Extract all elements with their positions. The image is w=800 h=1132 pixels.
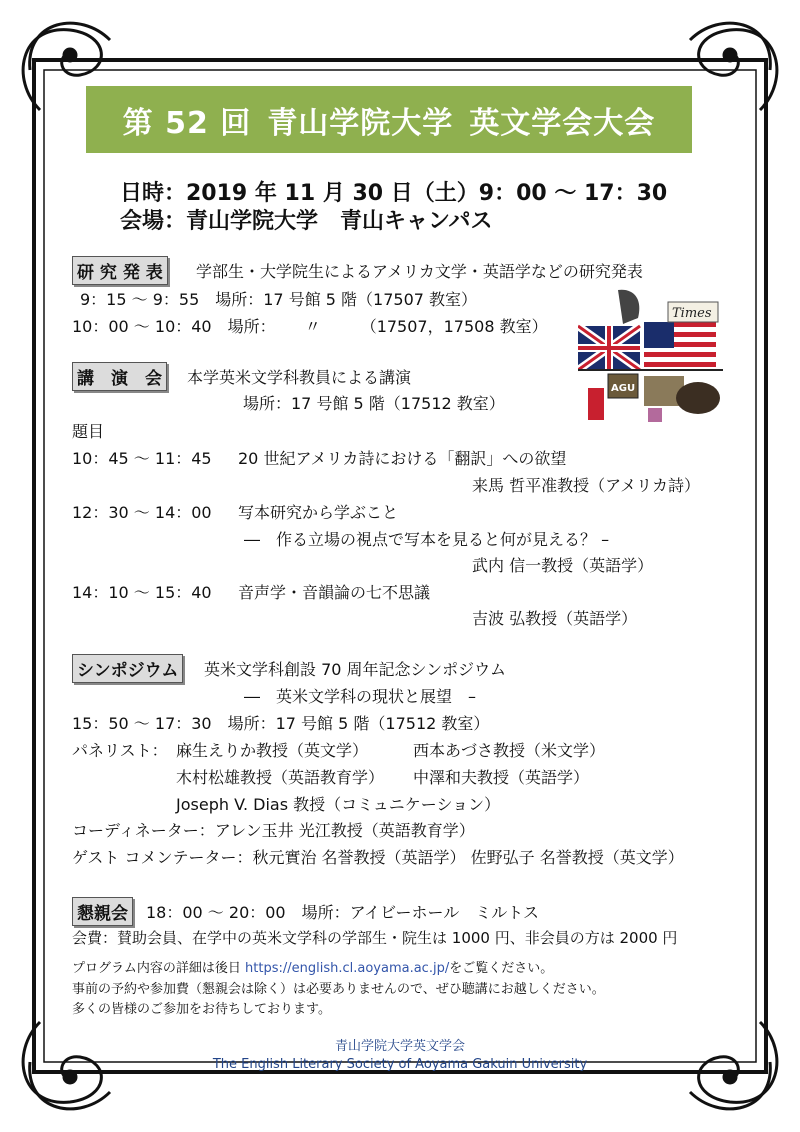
- event-title: [86, 86, 692, 153]
- note-details-suffix: をご覧ください。: [449, 961, 554, 976]
- talk1-time: 10：45 ～ 11：45: [72, 449, 212, 468]
- note-welcome: 多くの皆様のご参加をお待ちしております。: [72, 1002, 331, 1017]
- guest-commentators: ゲスト コメンテーター：秋元實治 名誉教授（英語学） 佐野弘子 名誉教授（英文学）: [72, 848, 684, 867]
- symposium-subtitle: ― 英米文学科の現状と展望 –: [244, 687, 477, 706]
- research-slot-1: 9：15 ～ 9：55 場所：17 号館 5 階（17507 教室）: [80, 290, 478, 309]
- agu-text: AGU: [611, 383, 636, 394]
- coordinator: コーディネーター：アレン玉井 光江教授（英語教育学）: [72, 821, 475, 840]
- panelist-5: Joseph V. Dias 教授（コミュニケーション）: [176, 795, 501, 814]
- party-slot: 18：00 ～ 20：00 場所：アイビーホール ミルトス: [146, 903, 540, 922]
- talk3-speaker: 吉波 弘教授（英語学）: [472, 609, 638, 628]
- symposium-label: シンポジウム: [72, 654, 183, 683]
- research-label: 研 究 発 表: [72, 256, 168, 285]
- website-link[interactable]: https://english.cl.aoyama.ac.jp/: [245, 961, 450, 976]
- lecture-place: 場所：17 号館 5 階（17512 教室）: [243, 394, 505, 413]
- note-details: [72, 957, 553, 976]
- talk2-speaker: 武内 信一教授（英語学）: [472, 556, 654, 575]
- symposium-description: 英米文学科創設 70 周年記念シンポジウム: [204, 660, 506, 679]
- footer-society-en: The English Literary Society of Aoyama Gakuin University: [212, 1057, 588, 1072]
- party-label: 懇親会: [72, 897, 133, 926]
- corner-ornament-top-right: [690, 23, 777, 110]
- note-registration: 事前の予約や参加費（懇親会は除く）は必要ありませんので、ぜひ聴講にお越しください。: [72, 982, 605, 997]
- event-venue: 会場：青山学院大学 青山キャンパス: [120, 209, 493, 234]
- title-society: 英文学会大会: [469, 105, 656, 141]
- party-fee: 会費：賛助会員、在学中の英米文学科の学部生・院生は 1000 円、非会員の方は 2000 円: [72, 929, 678, 947]
- panelist-3: 木村松雄教授（英語教育学）: [176, 768, 385, 787]
- research-description: 学部生・大学院生によるアメリカ文学・英語学などの研究発表: [196, 262, 643, 281]
- panelist-2: 西本あづさ教授（米文学）: [413, 741, 606, 760]
- talk3-time: 14：10 ～ 15：40: [72, 583, 212, 602]
- symposium-slot: 15：50 ～ 17：30 場所：17 号館 5 階（17512 教室）: [72, 714, 490, 733]
- footer-society-jp: 青山学院大学英文学会: [334, 1039, 465, 1054]
- panelist-4: 中澤和夫教授（英語学）: [413, 768, 590, 787]
- title-edition: 第 52 回: [122, 105, 252, 141]
- event-datetime: 日時：2019 年 11 月 30 日（土）9：00 ～ 17：30: [120, 181, 668, 206]
- talk1-title: 20 世紀アメリカ詩における「翻訳」への欲望: [238, 449, 567, 468]
- research-slot-2: 10：00 ～ 10：40 場所： 〃 （17507，17508 教室）: [72, 317, 548, 336]
- talk2-time: 12：30 ～ 14：00: [72, 503, 212, 522]
- panelist-1: 麻生えりか教授（英文学）: [176, 741, 369, 760]
- times-text: Times: [672, 306, 712, 321]
- talk2-subtitle: ― 作る立場の視点で写本を見ると何が見える？ –: [244, 530, 610, 549]
- note-details-prefix: プログラム内容の詳細は後日: [72, 961, 246, 976]
- lecture-description: 本学英米文学科教員による講演: [187, 368, 412, 387]
- topic-label: 題目: [72, 422, 105, 441]
- lecture-label: 講 演 会: [72, 362, 167, 391]
- panelist-label: パネリスト：: [72, 741, 168, 760]
- talk3-title: 音声学・音韻論の七不思議: [238, 583, 431, 602]
- talk1-speaker: 来馬 哲平准教授（アメリカ詩）: [472, 476, 700, 495]
- title-university: 青山学院大学: [267, 105, 454, 141]
- talk2-title: 写本研究から学ぶこと: [238, 503, 399, 522]
- collage-image: [578, 288, 723, 430]
